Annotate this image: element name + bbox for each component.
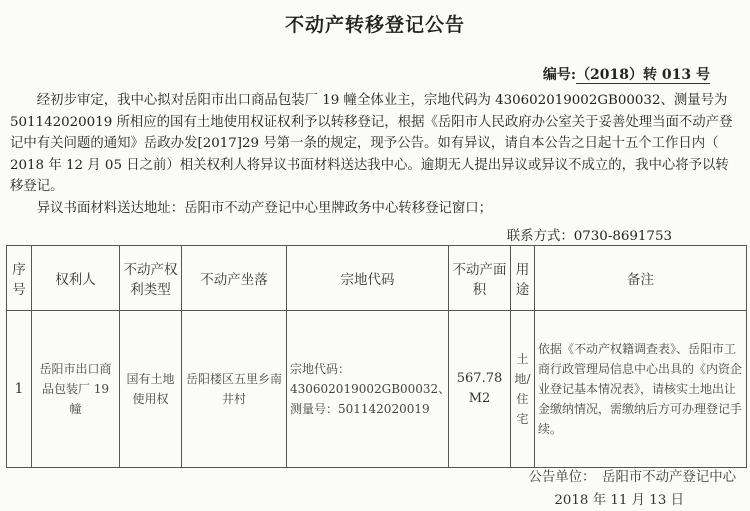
page-title: 不动产转移登记公告: [284, 14, 465, 36]
header-note: 备注: [535, 246, 747, 311]
header-area: 不动产面积: [449, 246, 511, 311]
header-parcel-code: 宗地代码: [287, 246, 449, 311]
cell-location: 岳阳楼区五里乡南井村: [182, 311, 287, 468]
document-number-value: （2018）转 013 号: [576, 67, 710, 83]
issue-date: 2018 年 11 月 13 日: [554, 493, 684, 508]
header-location: 不动产坐落: [182, 246, 287, 311]
objection-address: 异议书面材料送达地址：岳阳市不动产登记中心里牌政务中心转移登记窗口；: [36, 200, 493, 216]
cell-usage: 土地/住宅: [511, 311, 535, 468]
table-header-row: [7, 246, 747, 311]
header-right-type: 不动产权利类型: [120, 246, 182, 311]
cell-area: 567.78 M2: [449, 311, 511, 468]
header-usage: 用途: [511, 246, 535, 311]
cell-parcel-code: 宗地代码：430602019002GB00032、测量号：501142020019: [287, 311, 449, 468]
cell-right-type: 国有土地使用权: [120, 311, 182, 468]
document-number-label: 编号:: [542, 67, 577, 83]
issuer: 公告单位： 岳阳市不动产登记中心: [528, 470, 736, 485]
cell-seq: 1: [7, 311, 32, 468]
document-number: [543, 64, 710, 84]
cell-holder: 岳阳市出口商品包装厂 19 幢: [32, 311, 120, 468]
header-holder: 权利人: [32, 246, 120, 311]
announcement-body: [10, 90, 740, 220]
contact-info: 联系方式：0730-8691753: [506, 229, 672, 244]
registration-table: [6, 245, 747, 468]
announcement-paragraph-main: 经初步审定，我中心拟对岳阳市出口商品包装厂 19 幢全体业主，宗地代码为 430602019002GB00032、测量号为 501142020019 所相应的国有土地使用权证权利予以转移登记，根据《岳阳市人民政府办公室关于妥善处理当面不动产登记中有关问题的通知》岳政办发[2017]29 号第一条的规定，现予公告。如有异议，请自本公告之日起十五个工作日内（ 2018 年 12 月 05 日之前）相关权利人将异议书面材料送达我中心。逾期无人提出异议或异议不成立的，我中心将予以转移登记。: [10, 93, 733, 195]
cell-note: 依据《不动产权籍调查表》、岳阳市工商行政管理局信息中心出具的《内资企业登记基本情况表》，请核实土地出让金缴纳情况，需缴纳后方可办理登记手续。: [535, 311, 747, 468]
table-row: [7, 311, 747, 468]
header-seq: 序号: [7, 246, 32, 311]
